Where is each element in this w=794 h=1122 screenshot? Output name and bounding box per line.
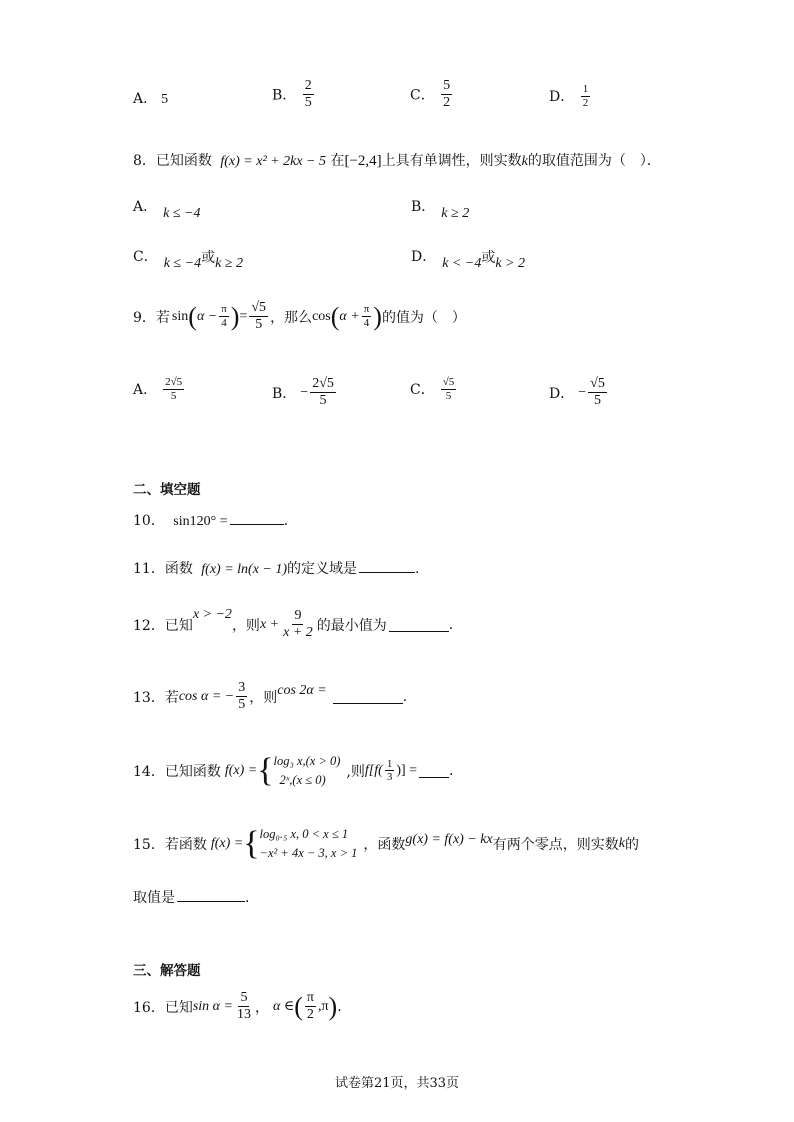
q9-option-a: A． $\frac{2√5}{5}$ <box>133 376 183 402</box>
q7-option-c: C． $\frac{5}{2}$ <box>410 78 451 111</box>
question-15-line2: 取值是 . <box>133 890 250 906</box>
q9-option-b: B． − $\frac{2√5}{5}$ <box>272 376 334 409</box>
question-8: 8．已知函数 f(x) = x² + 2kx − 5 在[−2,4]上具有单调性，则实数k的取值范围为（ ）． <box>133 153 661 169</box>
question-9: 9． 若 sin ( α − $\frac{\pi}{4}$ ) = $\frac{√5}{5}$ ，那么 cos ( α + $\frac{\pi}{4}$ ) 的值为（ ） <box>133 300 466 333</box>
question-14: 14． 已知函数 f(x) = { log₃ x,(x > 0) 2ˣ,(x ≤ 0) ,则 f[f( $\frac{1}{3}$ )] = . <box>133 751 454 789</box>
q8-option-a: A． k ≤ −4 <box>133 199 201 221</box>
section-fill-in-title: 二、填空题 <box>133 482 201 498</box>
q8-option-c: C． k ≤ −4或k ≥ 2 <box>133 249 243 271</box>
q7-option-b: B． $\frac{2}{5}$ <box>272 78 312 111</box>
question-12: 12． 已知 x > −2 ，则 x + $\frac{9}{x + 2}$ 的最小值为 . <box>133 606 454 641</box>
q9-option-d: D． − $\frac{√5}{5}$ <box>549 376 605 409</box>
q7-option-d: D． $\frac{1}{2}$ <box>549 83 589 109</box>
section-answer-title: 三、解答题 <box>133 963 201 979</box>
q8-option-d: D． k < −4或k > 2 <box>411 249 526 271</box>
q8-option-b: B． k ≥ 2 <box>411 199 470 221</box>
q7-option-a: A． 5 <box>133 91 169 107</box>
question-13: 13． 若 cos α = − $\frac{3}{5}$ ，则 cos 2α = . <box>133 680 408 713</box>
q9-option-c: C． $\frac{√5}{5}$ <box>410 376 455 402</box>
question-11: 11．函数 f(x) = ln(x − 1)的定义域是 . <box>133 561 420 577</box>
question-10: 10． sin120° = . <box>133 513 289 529</box>
page-footer: 试卷第21页，共33页 <box>334 1076 460 1091</box>
question-16: 16． 已知 sin α = $\frac{5}{13}$ ， α ∈ ( $\frac{\pi}{2}$ ,π ) . <box>133 990 342 1023</box>
question-15: 15． 若函数 f(x) = { log₀.₅ x, 0 < x ≤ 1 −x² + 4x − 3, x > 1 ，函数 g(x) = f(x) − kx 有两个零点，则实数 k 的 <box>133 824 639 862</box>
